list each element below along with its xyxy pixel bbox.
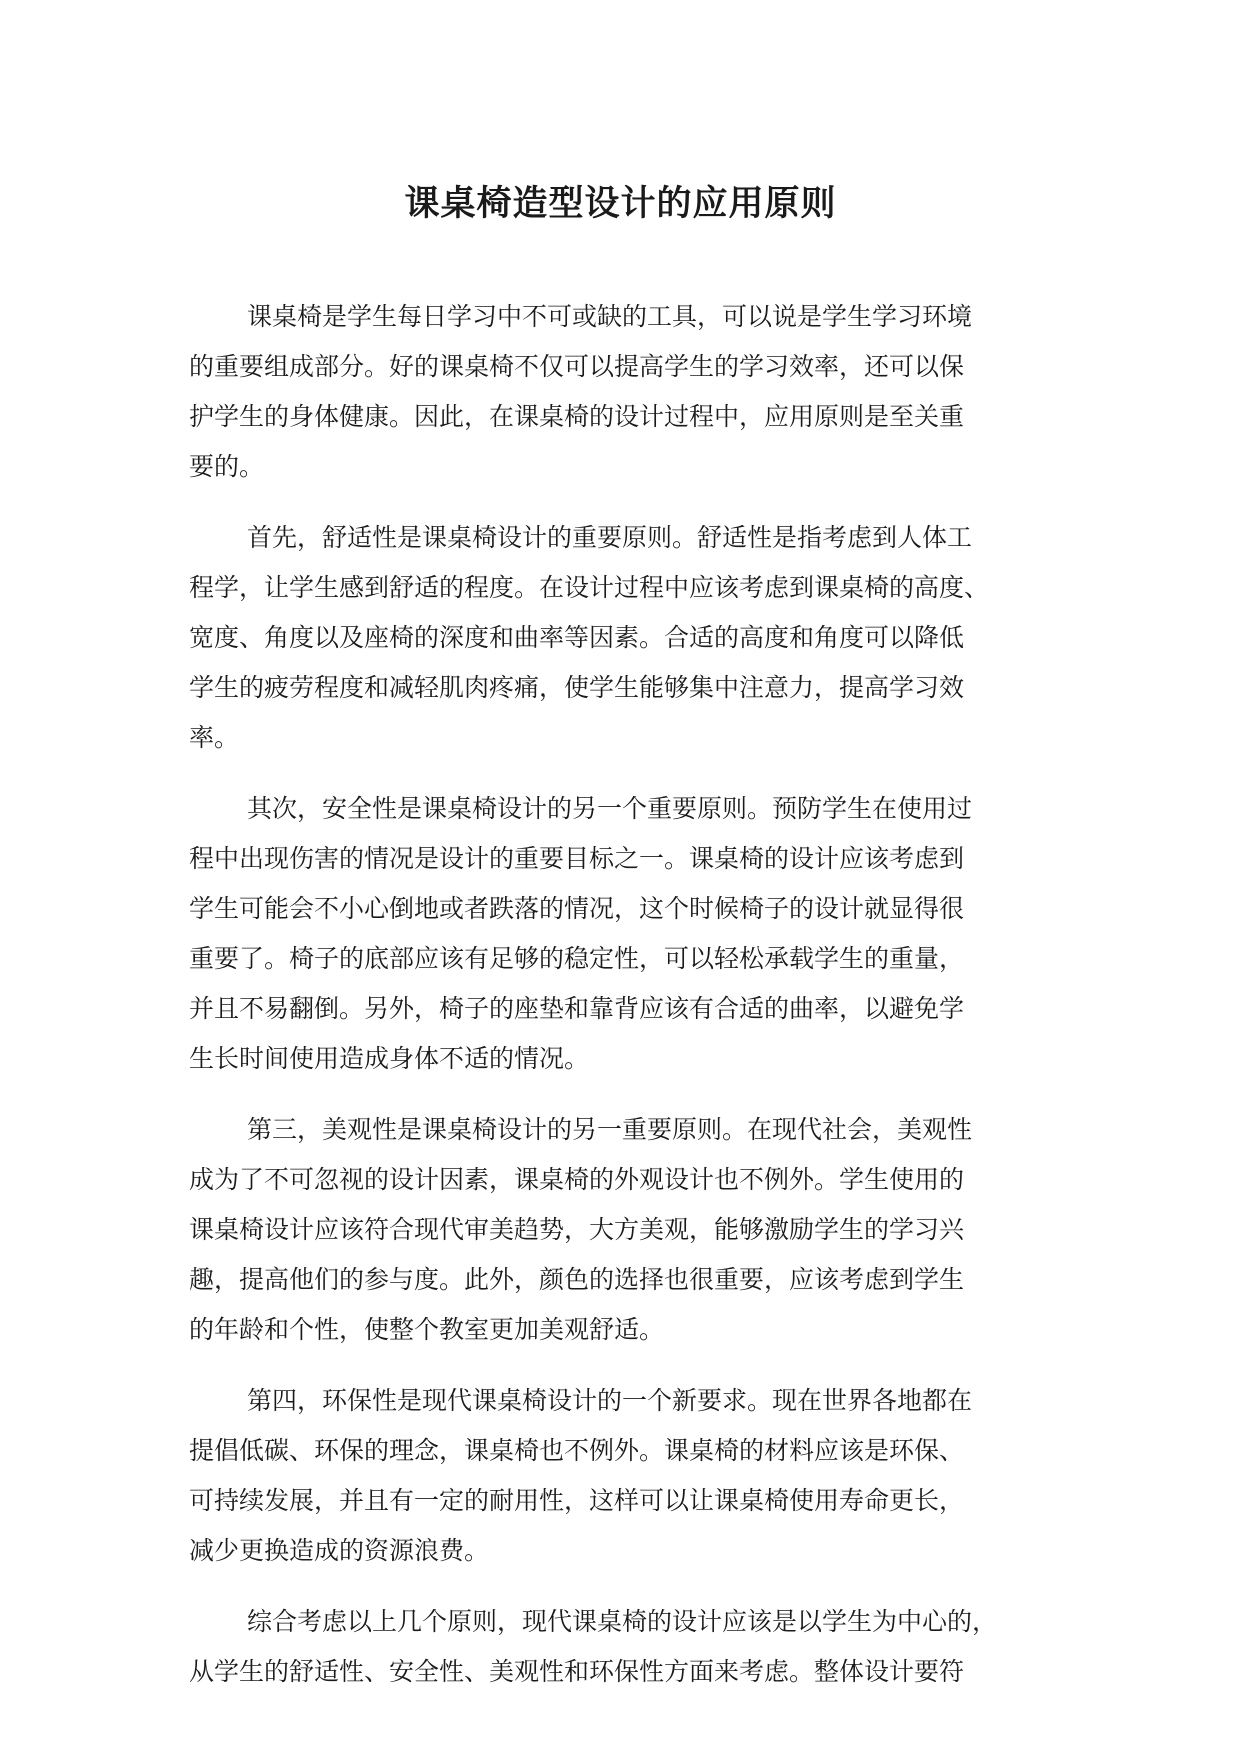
- paragraph-line: 减少更换造成的资源浪费。: [189, 1536, 490, 1565]
- paragraph-line: 率。: [189, 723, 240, 752]
- paragraph-line: 学生的疲劳程度和减轻肌肉疼痛，使学生能够集中注意力，提高学习效: [189, 673, 965, 702]
- paragraph-2: [189, 513, 1049, 763]
- paragraph-line: 程中出现伤害的情况是设计的重要目标之一。课桌椅的设计应该考虑到: [189, 844, 965, 873]
- paragraph-line: 课桌椅是学生每日学习中不可或缺的工具，可以说是学生学习环境: [247, 302, 973, 331]
- paragraph-line: 程学，让学生感到舒适的程度。在设计过程中应该考虑到课桌椅的高度、: [189, 573, 990, 602]
- paragraph-5: [189, 1376, 1049, 1576]
- paragraph-line: 的重要组成部分。好的课桌椅不仅可以提高学生的学习效率，还可以保: [189, 352, 965, 381]
- paragraph-line: 可持续发展，并且有一定的耐用性，这样可以让课桌椅使用寿命更长，: [189, 1486, 965, 1515]
- paragraph-line: 的年龄和个性，使整个教室更加美观舒适。: [189, 1315, 665, 1344]
- paragraph-line: 第四，环保性是现代课桌椅设计的一个新要求。现在世界各地都在: [247, 1386, 973, 1415]
- paragraph-line: 要的。: [189, 452, 265, 481]
- paragraph-line: 学生可能会不小心倒地或者跌落的情况，这个时候椅子的设计就显得很: [189, 894, 965, 923]
- paragraph-1: [189, 292, 1049, 492]
- paragraph-line: 成为了不可忽视的设计因素，课桌椅的外观设计也不例外。学生使用的: [189, 1165, 965, 1194]
- paragraph-line: 首先，舒适性是课桌椅设计的重要原则。舒适性是指考虑到人体工: [247, 523, 973, 552]
- paragraph-line: 生长时间使用造成身体不适的情况。: [189, 1044, 590, 1073]
- paragraph-line: 其次，安全性是课桌椅设计的另一个重要原则。预防学生在使用过: [247, 794, 973, 823]
- document-title: 课桌椅造型设计的应用原则: [404, 184, 837, 224]
- paragraph-line: 第三，美观性是课桌椅设计的另一重要原则。在现代社会，美观性: [247, 1115, 973, 1144]
- document-body: [189, 292, 1049, 1718]
- paragraph-line: 并且不易翻倒。另外，椅子的座垫和靠背应该有合适的曲率，以避免学: [189, 994, 965, 1023]
- paragraph-line: 趣，提高他们的参与度。此外，颜色的选择也很重要，应该考虑到学生: [189, 1265, 965, 1294]
- paragraph-4: [189, 1105, 1049, 1355]
- paragraph-line: 宽度、角度以及座椅的深度和曲率等因素。合适的高度和角度可以降低: [189, 623, 965, 652]
- paragraph-6: [189, 1597, 1049, 1697]
- paragraph-line: 课桌椅设计应该符合现代审美趋势，大方美观，能够激励学生的学习兴: [189, 1215, 965, 1244]
- paragraph-3: [189, 784, 1049, 1084]
- paragraph-line: 综合考虑以上几个原则，现代课桌椅的设计应该是以学生为中心的，: [247, 1607, 998, 1636]
- paragraph-line: 提倡低碳、环保的理念，课桌椅也不例外。课桌椅的材料应该是环保、: [189, 1436, 965, 1465]
- paragraph-line: 重要了。椅子的底部应该有足够的稳定性，可以轻松承载学生的重量，: [189, 944, 965, 973]
- paragraph-line: 护学生的身体健康。因此，在课桌椅的设计过程中，应用原则是至关重: [189, 402, 965, 431]
- paragraph-line: 从学生的舒适性、安全性、美观性和环保性方面来考虑。整体设计要符: [189, 1657, 965, 1686]
